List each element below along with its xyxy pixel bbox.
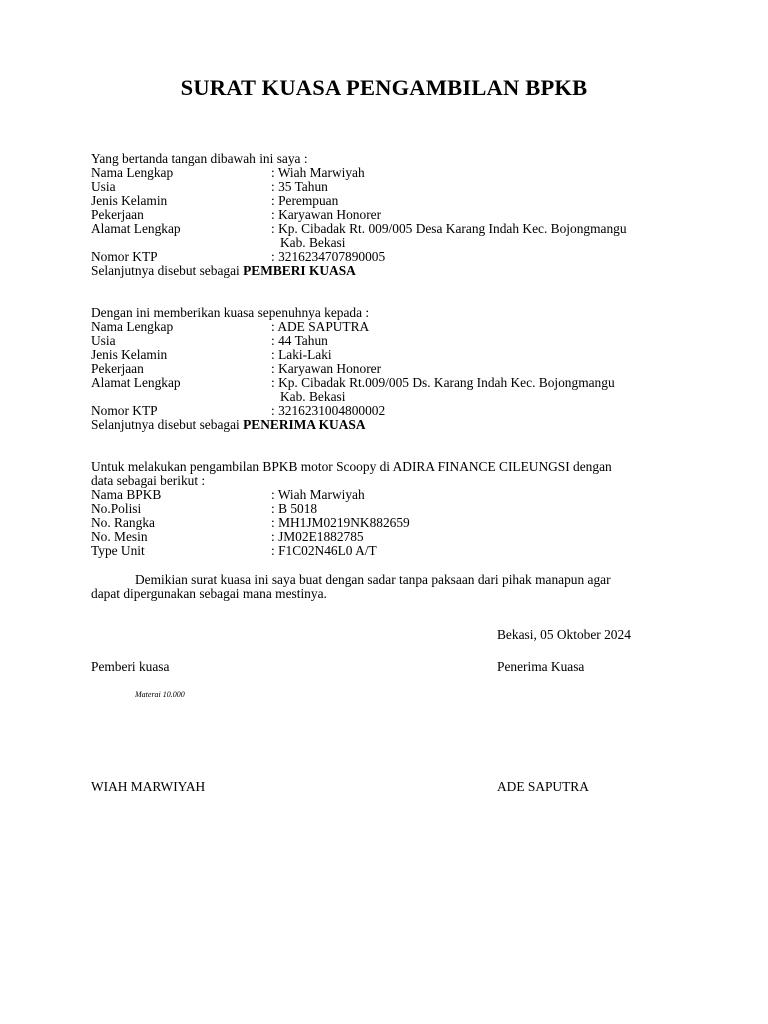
penerima-kuasa-name: ADE SAPUTRA: [497, 779, 589, 794]
field-label: No. Mesin: [91, 529, 148, 544]
pemberi-intro: Yang bertanda tangan dibawah ini saya :: [91, 151, 308, 166]
pemberi-field-pekerjaan: [91, 208, 691, 222]
penerima-field-usia: [91, 334, 691, 348]
field-value: [271, 376, 691, 404]
field-value: [271, 222, 691, 250]
field-value: : JM02E1882785: [271, 529, 364, 544]
pemberi-field-nama: [91, 166, 691, 180]
field-value: : Karyawan Honorer: [271, 207, 382, 222]
field-value: : MH1JM0219NK882659: [271, 515, 410, 530]
tempat-tanggal: Bekasi, 05 Oktober 2024: [497, 627, 631, 642]
penerima-field-pekerjaan: [91, 362, 691, 376]
field-label: Usia: [91, 333, 116, 348]
alamat-line-1: : Kp. Cibadak Rt. 009/005 Desa Karang Indah Kec. Bojongmangu: [271, 221, 627, 236]
field-label: Jenis Kelamin: [91, 193, 168, 208]
pemberi-field-jenis-kelamin: [91, 194, 691, 208]
field-value: : 3216234707890005: [271, 249, 386, 264]
penerima-intro: Dengan ini memberikan kuasa sepenuhnya kepada :: [91, 305, 370, 320]
alamat-line-1: : Kp. Cibadak Rt.009/005 Ds. Karang Indah Kec. Bojongmangu: [271, 375, 615, 390]
alamat-line-2: Kab. Bekasi: [280, 235, 346, 250]
pemberi-outro: [91, 264, 691, 278]
field-value: : Karyawan Honorer: [271, 361, 382, 376]
field-value: : Perempuan: [271, 193, 339, 208]
pemberi-field-alamat: [91, 222, 691, 250]
field-value: : 44 Tahun: [271, 333, 328, 348]
field-label: Usia: [91, 179, 116, 194]
field-label: Alamat Lengkap: [91, 221, 181, 236]
outro-text: Selanjutnya disebut sebagai: [91, 263, 244, 278]
outro-role: PENERIMA KUASA: [243, 417, 366, 432]
penerima-section: [91, 306, 691, 432]
field-label: Nama BPKB: [91, 487, 162, 502]
field-value: : 35 Tahun: [271, 179, 328, 194]
field-label: Jenis Kelamin: [91, 347, 168, 362]
kendaraan-section: [91, 460, 691, 558]
kendaraan-intro-line-1: Untuk melakukan pengambilan BPKB motor Scoopy di ADIRA FINANCE CILEUNGSI dengan: [91, 459, 612, 474]
outro-role: PEMBERI KUASA: [243, 263, 356, 278]
field-label: Pekerjaan: [91, 361, 144, 376]
field-label: Type Unit: [91, 543, 145, 558]
pemberi-kuasa-name: WIAH MARWIYAH: [91, 779, 206, 794]
penerima-field-nama: [91, 320, 691, 334]
document-title: SURAT KUASA PENGAMBILAN BPKB: [180, 75, 588, 100]
field-value: : Wiah Marwiyah: [271, 487, 365, 502]
materai-label: Materai 10.000: [135, 690, 185, 699]
field-label: Nomor KTP: [91, 249, 158, 264]
pemberi-field-usia: [91, 180, 691, 194]
field-value: : B 5018: [271, 501, 318, 516]
penerima-field-jenis-kelamin: [91, 348, 691, 362]
kendaraan-field-nama-bpkb: [91, 488, 691, 502]
alamat-line-2: Kab. Bekasi: [280, 389, 346, 404]
field-label: Alamat Lengkap: [91, 375, 181, 390]
pemberi-field-ktp: [91, 250, 691, 264]
kendaraan-intro-line-2: data sebagai berikut :: [91, 473, 206, 488]
kendaraan-field-type-unit: [91, 544, 691, 558]
field-label: Nama Lengkap: [91, 165, 174, 180]
penutup-line-2: dapat dipergunakan sebagai mana mestinya.: [91, 586, 327, 601]
field-value: : Wiah Marwiyah: [271, 165, 365, 180]
field-label: Pekerjaan: [91, 207, 144, 222]
field-label: Nomor KTP: [91, 403, 158, 418]
penerima-field-alamat: [91, 376, 691, 404]
field-value: : Laki-Laki: [271, 347, 332, 362]
field-label: No. Rangka: [91, 515, 155, 530]
pemberi-section: [91, 152, 691, 278]
penerima-kuasa-label: Penerima Kuasa: [497, 659, 585, 674]
field-label: No.Polisi: [91, 501, 142, 516]
kendaraan-field-no-rangka: [91, 516, 691, 530]
kendaraan-field-no-mesin: [91, 530, 691, 544]
field-value: : ADE SAPUTRA: [271, 319, 370, 334]
pemberi-kuasa-label: Pemberi kuasa: [91, 659, 170, 674]
penerima-outro: [91, 418, 691, 432]
penutup-line-1: Demikian surat kuasa ini saya buat dengan sadar tanpa paksaan dari pihak manapun agar: [135, 572, 611, 587]
field-label: Nama Lengkap: [91, 319, 174, 334]
outro-text: Selanjutnya disebut sebagai: [91, 417, 244, 432]
field-value: : 3216231004800002: [271, 403, 386, 418]
kendaraan-field-no-polisi: [91, 502, 691, 516]
penerima-field-ktp: [91, 404, 691, 418]
field-value: : F1C02N46L0 A/T: [271, 543, 377, 558]
